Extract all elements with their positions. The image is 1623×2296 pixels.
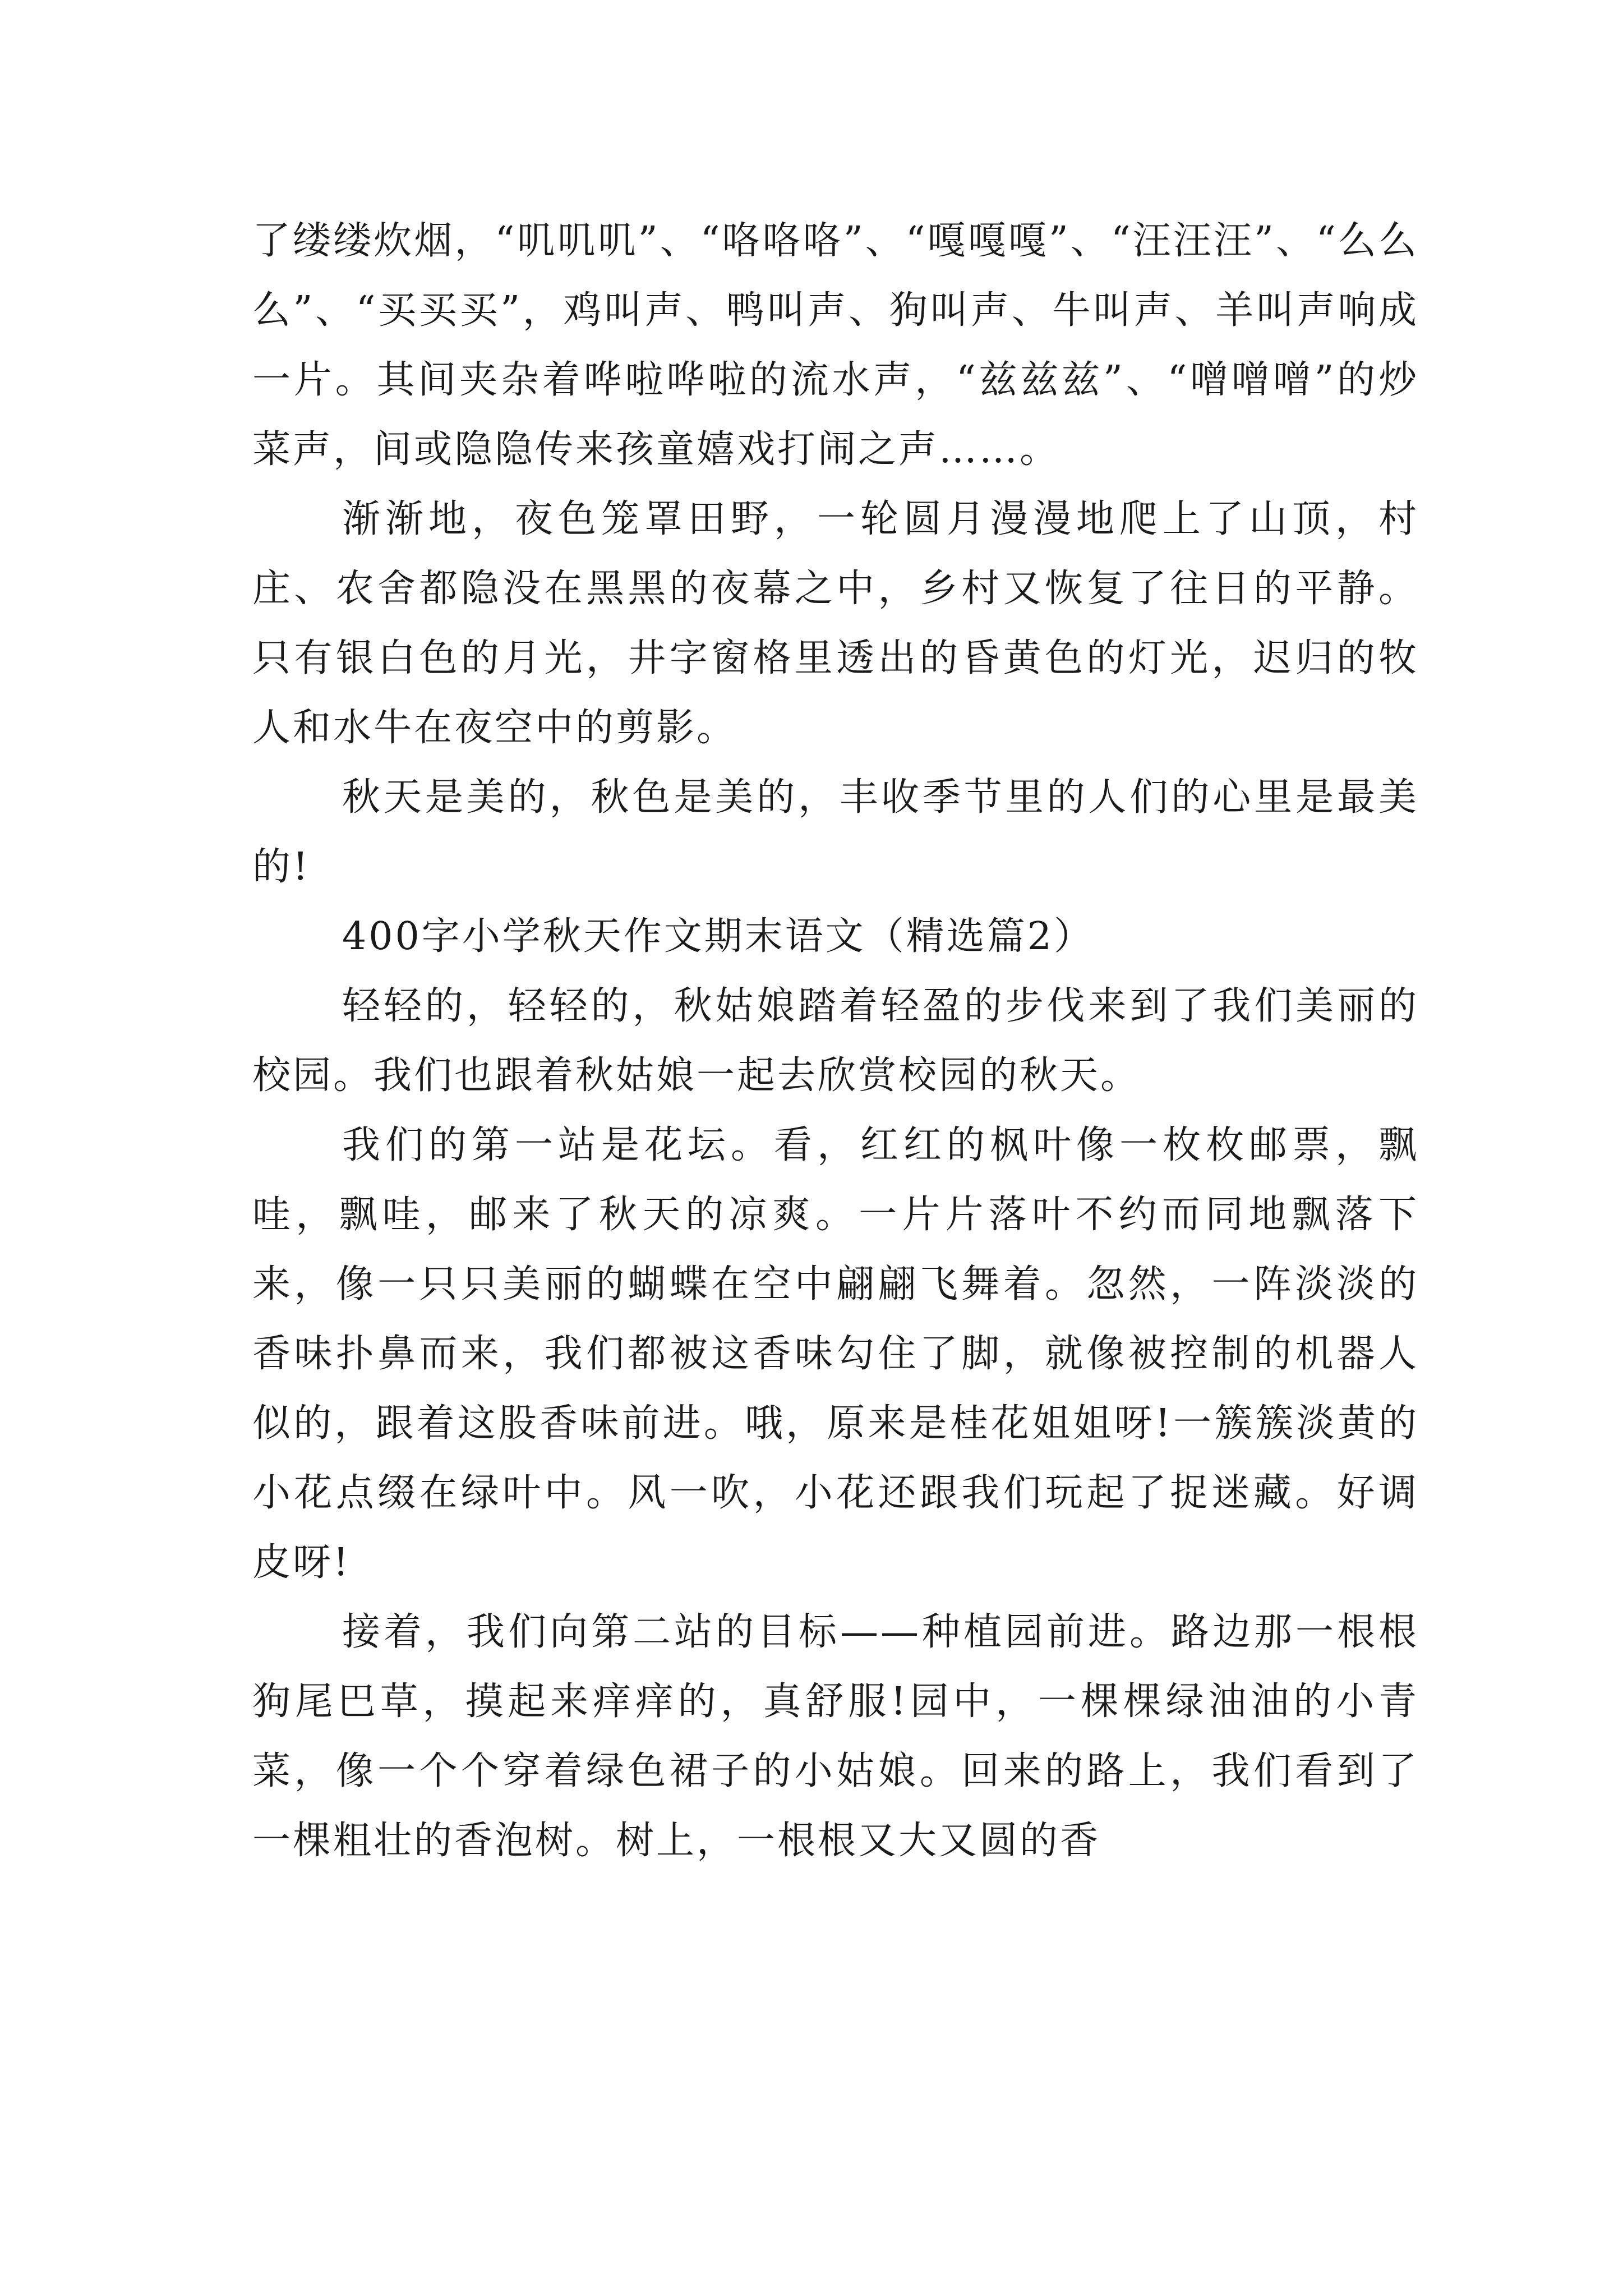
paragraph-intro: 轻轻的，轻轻的，秋姑娘踏着轻盈的步伐来到了我们美丽的校园。我们也跟着秋姑娘一起去欣赏校园的秋天。 (252, 984, 1419, 1098)
paragraph-autumn-beauty: 秋天是美的，秋色是美的，丰收季节里的人们的心里是最美的! (252, 775, 1419, 889)
paragraph-continued: 了缕缕炊烟，“叽叽叽”、“咯咯咯”、“嘎嘎嘎”、“汪汪汪”、“么么么”、“买买买”，鸡叫声、鸭叫声、狗叫声、牛叫声、羊叫声响成一片。其间夹杂着哗啦哗啦的流水声，“兹兹兹”、“噌噌噌”的炒菜声，间或隐隐传来孩童嬉戏打闹之声……。 (252, 219, 1419, 472)
section-heading: 400字小学秋天作文期末语文（精选篇2） (342, 914, 1095, 959)
paragraph-flower-bed: 我们的第一站是花坛。看，红红的枫叶像一枚枚邮票，飘哇，飘哇，邮来了秋天的凉爽。一片片落叶不约而同地飘落下来，像一只只美丽的蝴蝶在空中翩翩飞舞着。忽然，一阵淡淡的香味扑鼻而来，我们都被这香味勾住了脚，就像被控制的机器人似的，跟着这股香味前进。哦，原来是桂花姐姐呀!一簇簇淡黄的小花点缀在绿叶中。风一吹，小花还跟我们玩起了捉迷藏。好调皮呀! (252, 1123, 1419, 1585)
document-page (252, 206, 1419, 1876)
paragraph-night-scene: 渐渐地，夜色笼罩田野，一轮圆月漫漫地爬上了山顶，村庄、农舍都隐没在黑黑的夜幕之中，乡村又恢复了往日的平静。只有银白色的月光，井字窗格里透出的昏黄色的灯光，迟归的牧人和水牛在夜空中的剪影。 (252, 497, 1419, 750)
paragraph-garden: 接着，我们向第二站的目标——种植园前进。路边那一根根狗尾巴草，摸起来痒痒的，真舒服!园中，一棵棵绿油油的小青菜，像一个个穿着绿色裙子的小姑娘。回来的路上，我们看到了一棵粗壮的香泡树。树上，一根根又大又圆的香 (252, 1610, 1419, 1863)
